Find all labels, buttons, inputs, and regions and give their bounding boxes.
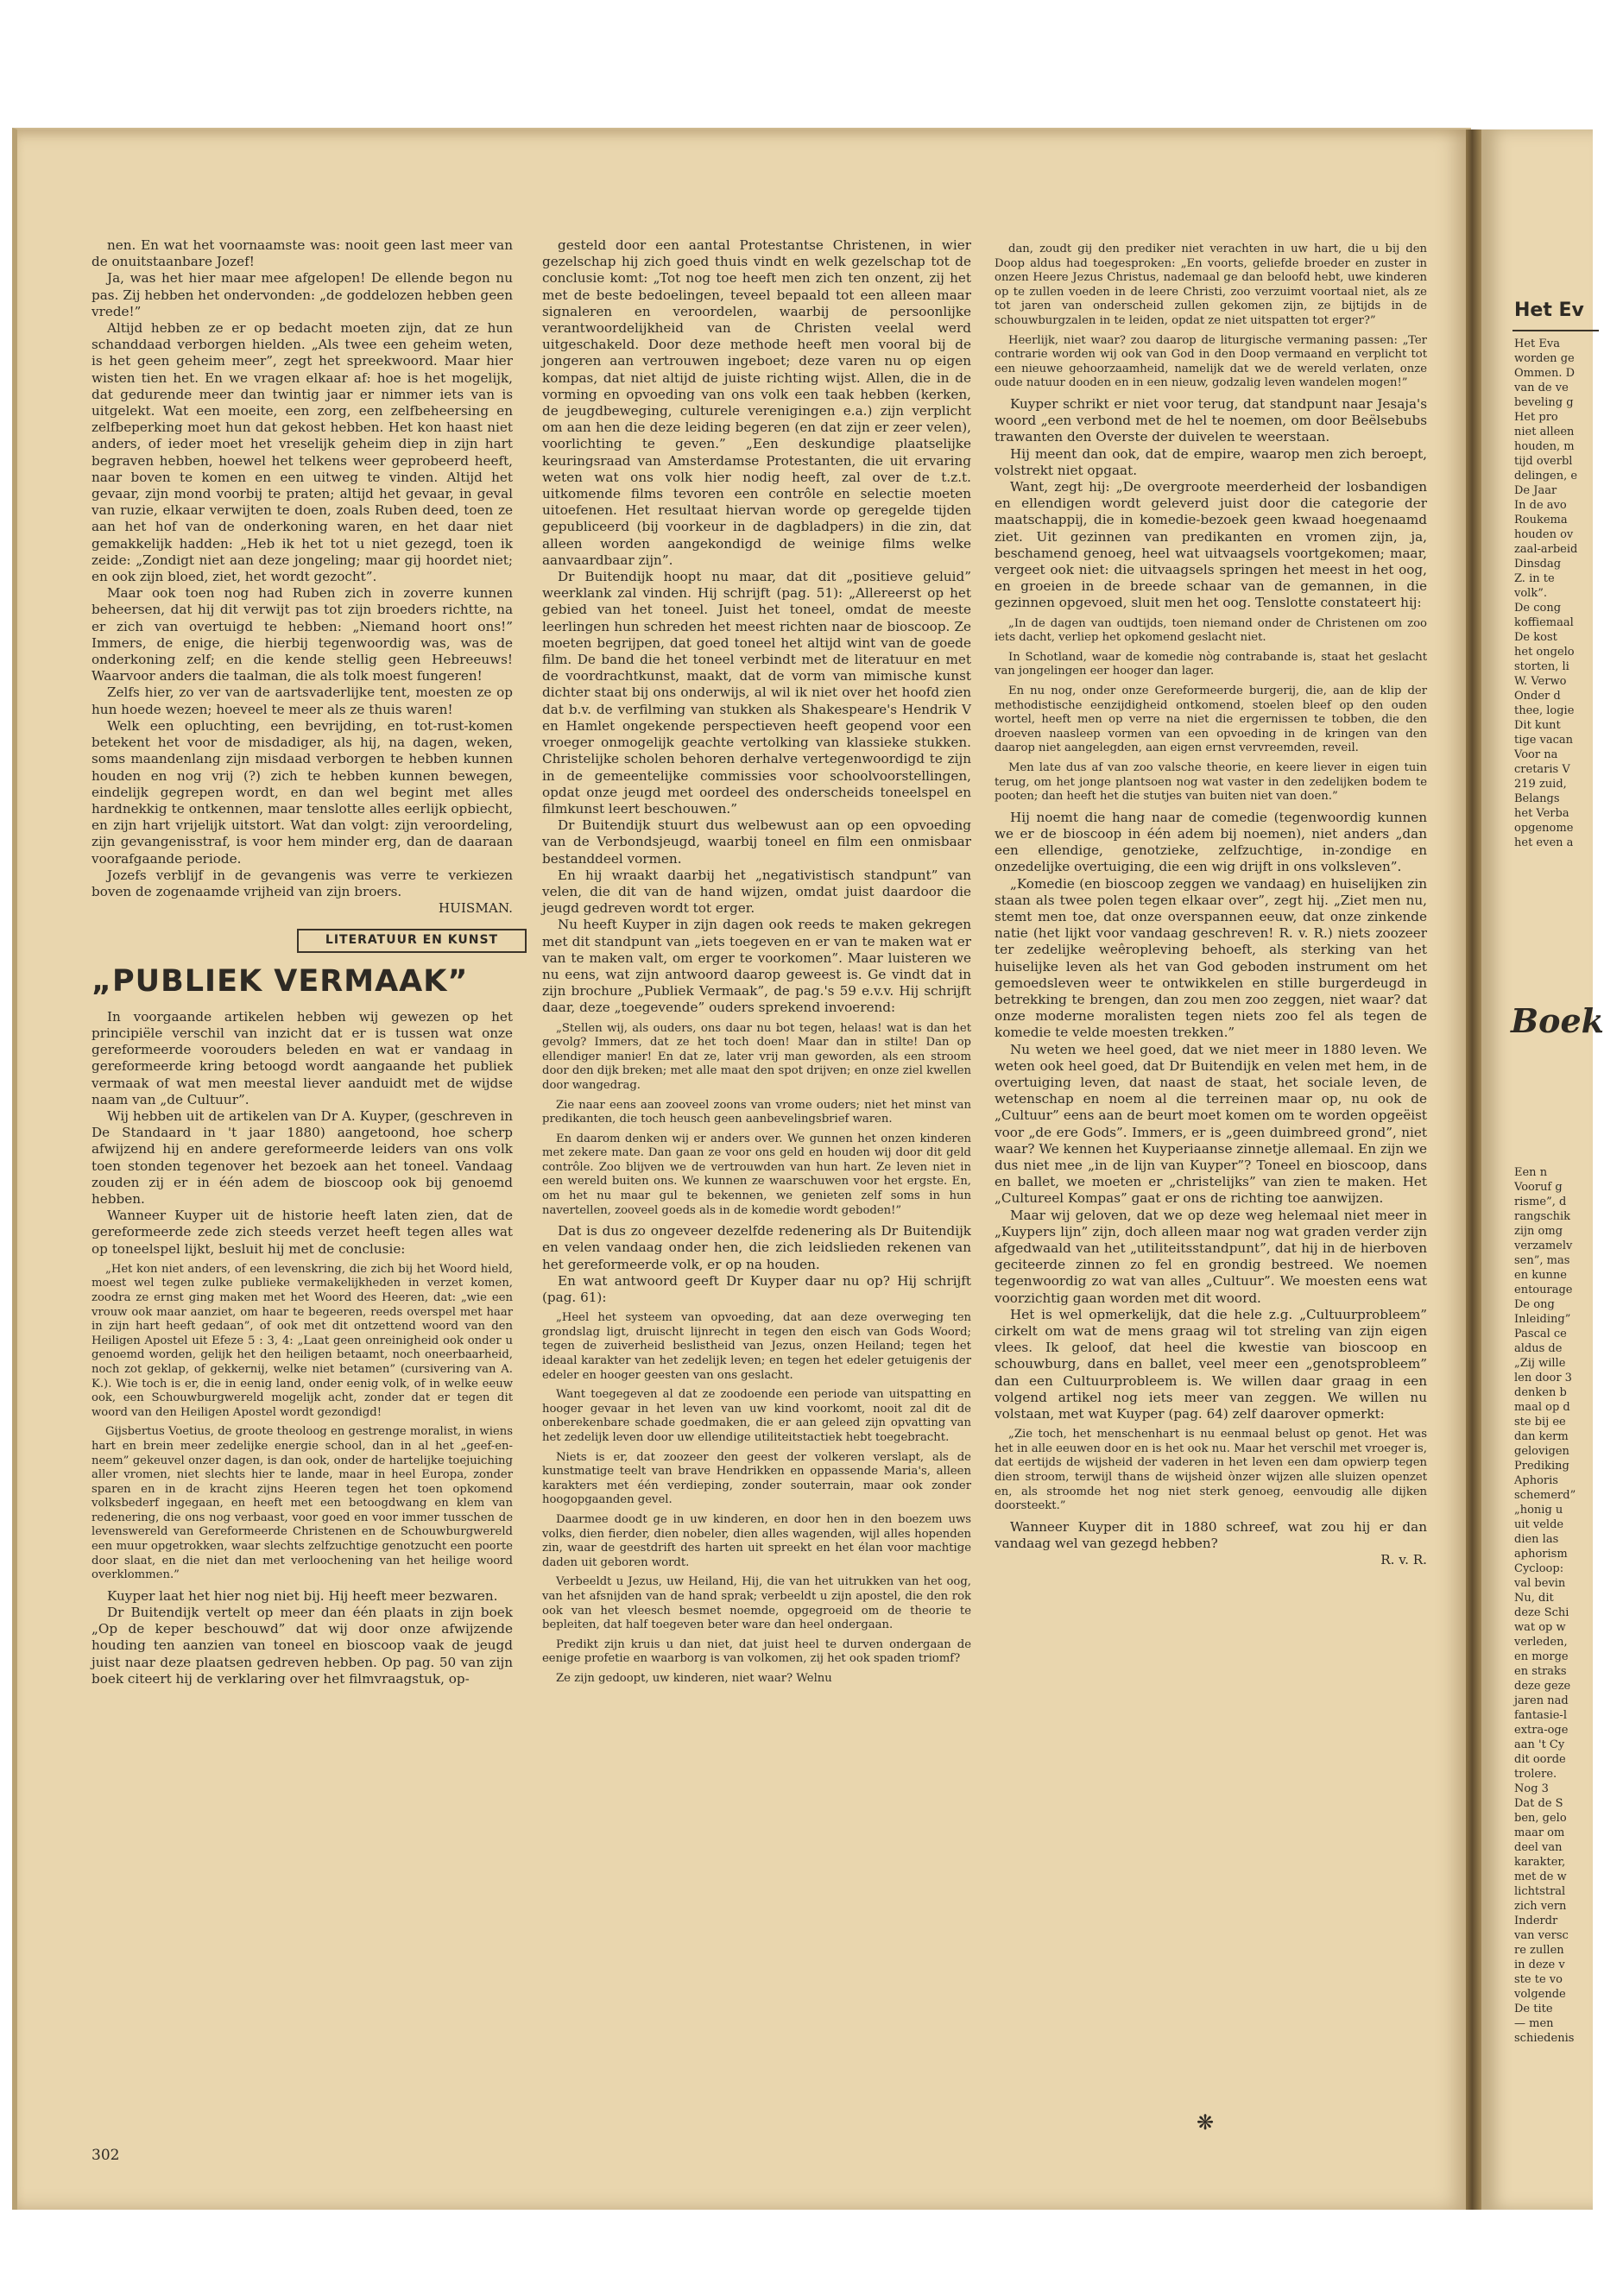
adjacent-line: houden ov bbox=[1514, 528, 1574, 541]
adjacent-line: De cong bbox=[1514, 602, 1562, 615]
quotation: Verbeeldt u Jezus, uw Heiland, Hij, die van het uitrukken van het oog, van het afsnijden van de hand sprak; verbeeldt u zijn apostel, die den rok ook van het vleesch besmet noemde, opgegroeid om de theorie te bepleiten, dat half toegeven beter ware dan heel ondergaan. bbox=[542, 1575, 971, 1632]
quotation: En daarom denken wij er anders over. We gunnen het onzen kinderen met zekere mate. Dan gaan ze voor ons geld en houden wij door dit geld contrôle. Zoo blijven we de vertrouwden van hun hart. Ze leven niet in een wereld buiten ons. We kunnen ze waarschuwen voor het ergste. En, om het nu maar gul te bekennen, we genieten zelf soms in hun navertellen, zooveel goeds als in de komedie wordt geboden!” bbox=[542, 1132, 971, 1217]
adjacent-line: Prediking bbox=[1514, 1460, 1569, 1473]
quotation: „Het kon niet anders, of een levenskring, die zich bij het Woord hield, moest wel tegen zulke publieke vermakelijkheden in verzet komen, zoodra ze ernst ging maken met het Woord des Heeren, dat: „wie een vrouw ook maar aanziet, om haar te begeeren, reeds overspel met haar in zijn hart heeft gedaan”, of ook met dit ontzettend woord van den Heiligen Apostel uit Efeze 5 : 3, 4: „Laat geen onreinigheid ook onder u genoemd worden, gelijk het den heiligen betaamt, noch oneerbaarheid, noch zot geklap, of gekkernij, welke niet betamen” (cursivering van A. K.). Wie toch is er, die in eenig land, onder eenig volk, of in welke eeuw ook, een Schouwburgwereld mogelijk acht, zonder dat er tegen dit woord van den Heiligen Apostel wordt gezondigd! bbox=[92, 1262, 513, 1419]
adjacent-line: aphorism bbox=[1514, 1548, 1568, 1561]
adjacent-line: gelovigen bbox=[1514, 1445, 1569, 1458]
adjacent-line: val bevin bbox=[1514, 1577, 1566, 1590]
adjacent-line: entourage bbox=[1514, 1284, 1573, 1296]
author-signature: HUISMAN. bbox=[438, 900, 513, 917]
quotation: Daarmee doodt ge in uw kinderen, en door hen in den boezem uws volks, dien fierder, dien nobeler, dien alles wagenden, wijl alles hopenden zin, waar de geestdrift des harten uit spreekt en het élan voor machtige daden uit geboren wordt. bbox=[542, 1513, 971, 1569]
adjacent-line: ste bij ee bbox=[1514, 1416, 1566, 1429]
paragraph: Het is wel opmerkelijk, dat die hele z.g. „Cultuurprobleem” cirkelt om wat de mens graag wil tot streling van zijn eigen vlees. Ik geloof, dat heel die kwestie van bioscoop en schouwburg, dans en ballet, veel meer een „genotsprobleem” dan een Cultuurprobleem is. We willen daar graag in een volgend artikel nog iets meer van zeggen. We willen nu volstaan, met wat Kuyper (pag. 64) zelf daarover opmerkt: bbox=[995, 1306, 1427, 1422]
quotation: „Heel het systeem van opvoeding, dat aan deze overweging ten grondslag ligt, druischt lijnrecht in tegen den eisch van Gods Woord; tegen de zuiverheid beslistheid van Jezus, onzen Heiland; tegen het ideaal karakter van het zedelijk leven; en tegen het edeler getuigenis der edeler en hooger geesten van ons geslacht. bbox=[542, 1311, 971, 1382]
paragraph: Zelfs hier, zo ver van de aartsvaderlijke tent, moesten ze op hun hoede wezen; hoeveel te meer als ze thuis waren! bbox=[92, 684, 513, 717]
author-signature-2: R. v. R. bbox=[1380, 1552, 1427, 1568]
adjacent-line: wat op w bbox=[1514, 1621, 1566, 1634]
paragraph: Nu heeft Kuyper in zijn dagen ook reeds te maken gekregen met dit standpunt van „iets toegeven en er van te maken wat er van te maken valt, om erger te voorkomen”. Maar luisteren we nu eens, wat zijn antwoord daarop geweest is. Ge vindt dat in zijn brochure „Publiek Vermaak”, de pag.'s 59 e.v.v. Hij schrijft daar, deze „toegevende” ouders sprekend invoerend: bbox=[542, 917, 971, 1016]
adjacent-line: Ommen. D bbox=[1514, 367, 1576, 380]
adjacent-line: „honig u bbox=[1514, 1504, 1563, 1517]
paragraph: Altijd hebben ze er op bedacht moeten zijn, dat ze hun schanddaad verborgen hielden. „Als twee een geheim weten, is het geen geheim meer”, zegt het spreekwoord. Maar hier wisten tien het. En we vragen elkaar af: hoe is het mogelijk, dat gedurende meer dan twintig jaar er nimmer iets van is uitgelekt. Wat een moeite, een zorg, een zelfbeheersing en zelfbeperking moet hun dat gekost hebben. Het kon haast niet anders, of ieder moet het vreselijk geheim diep in zijn hart begraven hebben, hoewel het telkens weer geprobeerd heeft, naar boven te komen en een uitweg te vinden. Altijd het gevaar, zijn mond voorbij te praten; altijd het gevaar, in geval van ruzie, elkaar verwijten te doen, zoals Ruben deed, toen ze aan het hof van de onderkoning waren, en het daar niet gemakkelijk hadden: „Heb ik het tot u niet gezegd, toen ik zeide: „Zondigt niet aan deze jongeling; maar gij hoordet niet; en ook zijn bloed, ziet, het wordt gezocht”. bbox=[92, 320, 513, 585]
paragraph: Wij hebben uit de artikelen van Dr A. Kuyper, (geschreven in De Standaard in 't jaar 1880) aangetoond, hoe scherp afwijzend hij en andere gereformeerde leiders van ons volk toen stonden tegenover het bezoek aan het toneel. Vandaag zouden zij er in één adem de bioscoop ook bij genoemd hebben. bbox=[92, 1107, 513, 1207]
adjacent-text-2 bbox=[1514, 1165, 1601, 2046]
adjacent-line: Het pro bbox=[1514, 411, 1558, 424]
adjacent-line: maal op d bbox=[1514, 1401, 1570, 1414]
column-3 bbox=[995, 237, 1427, 1568]
adjacent-line: worden ge bbox=[1514, 352, 1575, 365]
adjacent-line: Dinsdag bbox=[1514, 558, 1562, 571]
adjacent-line: trolere. bbox=[1514, 1768, 1557, 1781]
adjacent-line: 219 zuid, bbox=[1514, 778, 1567, 791]
quotation: Want toegegeven al dat ze zoodoende een periode van uitspatting en hooger gevaar in het leven van uw kind voorkomt, nooit zal dit de onberekenbare schade goedmaken, die er aan geleed zijn opvatting van het zedelijk leven door uw ellendige utiliteitstactiek hebt toegebracht. bbox=[542, 1388, 971, 1445]
adjacent-line: extra-oge bbox=[1514, 1724, 1569, 1737]
paragraph: Dr Buitendijk vertelt op meer dan één plaats in zijn boek „Op de keper beschouwd” dat wij door onze afwijzende houding ten aanzien van toneel en bioscoop vaak de jeugd juist naar deze plaatsen gedreven hebben. Op pag. 50 van zijn boek citeert hij de verklaring over het filmvraagstuk, op- bbox=[92, 1605, 513, 1687]
adjacent-line: rangschik bbox=[1514, 1210, 1571, 1223]
quotation: Men late dus af van zoo valsche theorie, en keere liever in eigen tuin terug, om het jonge plantsoen nog wat vaster in den zedelijken bodem te pooten; dan heeft het die stutjes van buiten niet van doen.” bbox=[995, 760, 1427, 804]
paragraph: „Komedie (en bioscoop zeggen we vandaag) en huiselijken zin staan als twee polen tegen elkaar over”, zegt hij. „Ziet men nu, stemt men toe, dat onze overspannen eeuw, dat onze zinkende natie (het lijkt voor vandaag geschreven! R. v. R.) niets zoozeer ter zedelijke weêropleving behoeft, als sterking van het huiselijke leven als het van God geboden instrument om het gemoedsleven weer te ontwikkelen en stille burgerdeugd in betrekking te brengen, dan zou men zoo zeggen, niet waar? dat onze moderne moralisten tegen niets zoo fel als tegen de komedie te velde moesten trekken.” bbox=[995, 875, 1427, 1041]
quotation: „In de dagen van oudtijds, toen niemand onder de Christenen om zoo iets dacht, verliep het opkomend geslacht niet. bbox=[995, 616, 1427, 645]
adjacent-line: schiedenis bbox=[1514, 2032, 1575, 2045]
paragraph: Ja, was het hier maar mee afgelopen! De ellende begon nu pas. Zij hebben het ondervonden: „de goddelozen hebben geen vrede!” bbox=[92, 270, 513, 319]
adjacent-section-heading: Boek bbox=[1511, 1001, 1604, 1040]
adjacent-line: karakter, bbox=[1514, 1856, 1566, 1869]
adjacent-line: Roukema bbox=[1514, 514, 1568, 527]
paragraph: nen. En wat het voornaamste was: nooit geen last meer van de onuitstaanbare Jozef! bbox=[92, 237, 513, 270]
adjacent-heading-rule bbox=[1512, 330, 1599, 331]
adjacent-line: Inderdr bbox=[1514, 1914, 1558, 1927]
adjacent-line: cretaris V bbox=[1514, 763, 1570, 776]
adjacent-line: Een n bbox=[1514, 1166, 1548, 1179]
adjacent-line: „Zij wille bbox=[1514, 1357, 1566, 1370]
quotation: dan, zoudt gij den prediker niet verachten in uw hart, die u bij den Doop aldus had toegesproken: „En voorts, geliefde broeder en zuster in onzen Heere Jezus Christus, nademaal ge dan beloofd hebt, uwe kinderen op te zullen voeden in de leere Christi, zoo verzuimt voortaal niet, als ze tot jaren van onderscheid zullen gekomen zijn, ze bijtijds in de schouwburgzalen in te leiden, opdat ze niet uitspatten tot erger?” bbox=[995, 243, 1427, 327]
binding-gutter bbox=[1466, 129, 1481, 2210]
adjacent-line: het ongelo bbox=[1514, 646, 1575, 659]
adjacent-line: volgende bbox=[1514, 1988, 1566, 2001]
adjacent-line: van de ve bbox=[1514, 382, 1569, 394]
section-rubric: LITERATUUR EN KUNST bbox=[297, 929, 527, 952]
adjacent-line: Cycloop: bbox=[1514, 1562, 1564, 1575]
adjacent-line: houden, m bbox=[1514, 440, 1575, 453]
adjacent-line: re zullen bbox=[1514, 1944, 1564, 1957]
paragraph: Dat is dus zo ongeveer dezelfde redenering als Dr Buitendijk en velen vandaag onder hen, die zich leidslieden rekenen van het gereformeerde volk, er op na houden. bbox=[542, 1223, 971, 1272]
adjacent-line: en morge bbox=[1514, 1650, 1569, 1663]
adjacent-line: De tite bbox=[1514, 2003, 1553, 2015]
adjacent-line: Belangs bbox=[1514, 792, 1560, 805]
adjacent-line: deze Schi bbox=[1514, 1606, 1569, 1619]
quotation: In Schotland, waar de komedie nòg contrabande is, staat het geslacht van jongelingen eer hooger dan lager. bbox=[995, 650, 1427, 678]
adjacent-line: van versc bbox=[1514, 1929, 1569, 1942]
adjacent-line: en kunne bbox=[1514, 1269, 1567, 1282]
adjacent-line: thee, logie bbox=[1514, 704, 1575, 717]
adjacent-line: verleden, bbox=[1514, 1636, 1568, 1649]
quotation: Predikt zijn kruis u dan niet, dat juist heel te durven ondergaan de eenige profetie en waarborg is van volkomen, zij het ook spaden triomf? bbox=[542, 1637, 971, 1666]
paragraph: Nu weten we heel goed, dat we niet meer in 1880 leven. We weten ook heel goed, dat Dr Buitendijk en velen met hem, in de overtuiging leven, dat naast de staat, het sociale leven, de wetenschap en noem al die terreinen maar op, nu ook de „Cultuur” eens aan de beurt moet komen om te worden opgeëist voor „de ere Gods”. Immers, er is „geen duimbreed grond”, niet waar? We kennen het Kuyperiaanse zinnetje allemaal. En zijn we dus niet mee „in de lijn van Kuyper”? Toneel en bioscoop, dans en ballet, we moeten er „christelijks” van zien te maken. Het „Cultureel Kompas” gaat er ons de richting toe aanwijzen. bbox=[995, 1041, 1427, 1207]
adjacent-line: het even a bbox=[1514, 836, 1574, 849]
paragraph: Want, zegt hij: „De overgroote meerderheid der losbandigen en ellendigen wordt geleverd juist door die categorie der maatschappij, die in komedie-bezoek geen kwaad hoegenaamd ziet. Uit gezinnen van predikanten en vromen zijn, ja, beschamend genoeg, heel wat uitvaagsels voortgekomen; maar, vergeet ook niet: die uitvaagsels springen het meest in het oog, en groeien in de breede schaar van de gemannen, in die gezinnen opgevoed, sluit men het oog. Tenslotte constateert hij: bbox=[995, 478, 1427, 611]
adjacent-line: koffiemaal bbox=[1514, 616, 1574, 629]
paragraph: Jozefs verblijf in de gevangenis was verre te verkiezen boven de zogenaamde vrijheid van zijn broers. bbox=[92, 867, 513, 899]
quotation: Gijsbertus Voetius, de groote theoloog en gestrenge moralist, in wiens hart en brein meer zedelijke energie school, dan in al het „geef-en-neem” gekeuvel onzer dagen, is dan ook, onder de hartelijke toejuiching aller vromen, niet slechts hier te lande, maar in heel Europa, zonder sparen en in de kracht zijns Heeren tegen het toen opkomend volksbederf ingegaan, en heeft met een betoogdwang en klem van redenering, die ons nog verbaast, voor goed en voor immer tusschen de levenswereld van Gereformeerde Christenen en de Schouwburgwereld een muur opgetrokken, waar slechts zelfzuchtige genotzucht een poorte door slaat, en die niet dan met verloochening van het heilige woord overklommen.” bbox=[92, 1425, 513, 1582]
quotation: Zie naar eens aan zooveel zoons van vrome ouders; niet het minst van predikanten, die toch heusch geen aanbevelingsbrief waren. bbox=[542, 1098, 971, 1126]
adjacent-line: fantasie-l bbox=[1514, 1709, 1567, 1722]
quotation: En nu nog, onder onze Gereformeerde burgerij, die, aan de klip der methodistische eenzijdigheid ontkomend, stoelen bleef op den ouden wortel, heeft men op verre na niet die ergernissen te tobben, die den droeven naasleep vormen van een opvoeding in de kringen van den daarop niet aangelegden, aan eigen ernst vervreemden, reveil. bbox=[995, 684, 1427, 755]
adjacent-page bbox=[1481, 129, 1604, 2210]
adjacent-page-heading: Het Ev bbox=[1514, 300, 1584, 321]
paragraph: Kuyper laat het hier nog niet bij. Hij heeft meer bezwaren. bbox=[107, 1587, 498, 1604]
adjacent-line: Het Eva bbox=[1514, 337, 1560, 350]
adjacent-line: W. Verwo bbox=[1514, 675, 1567, 688]
page-number: 302 bbox=[92, 2147, 120, 2164]
paragraph: Maar ook toen nog had Ruben zich in zoverre kunnen beheersen, dat hij dit verwijt pas tot zijn broeders richtte, na er zich van overtuigd te hebben: „Niemand hoort ons!” Immers, de enige, die hierbij tegenwoordig was, was de onderkoning zelf; en die kende stellig geen Hebreeuws! Waarvoor anders die taalman, die als tolk moest fungeren! bbox=[92, 585, 513, 684]
quotation: „Stellen wij, als ouders, ons daar nu bot tegen, helaas! wat is dan het gevolg? Immers, dat ze het toch doen! Maar dan in stilte! Dan op ellendiger manier! En dat ze, later vrij man geworden, als een stroom door den dijk breken; met alle maat den spot drijven; en onze ziel kwellen door wangedrag. bbox=[542, 1021, 971, 1092]
adjacent-line: dit oorde bbox=[1514, 1753, 1566, 1766]
adjacent-line: ste te vo bbox=[1514, 1973, 1563, 1986]
adjacent-line: deze geze bbox=[1514, 1680, 1571, 1693]
adjacent-line: verzamelv bbox=[1514, 1239, 1573, 1252]
paragraph: Wanneer Kuyper dit in 1880 schreef, wat zou hij er dan vandaag wel van gezegd hebben? bbox=[995, 1518, 1427, 1551]
adjacent-line: Nu, dit bbox=[1514, 1592, 1554, 1605]
adjacent-line: aan 't Cy bbox=[1514, 1738, 1565, 1751]
adjacent-line: storten, li bbox=[1514, 660, 1569, 673]
adjacent-line: het Verba bbox=[1514, 807, 1569, 820]
paragraph: Dr Buitendijk hoopt nu maar, dat dit „positieve geluid” weerklank zal vinden. Hij schrijft (pag. 51): „Allereerst op het gebied van het toneel. Juist het toneel, omdat de meeste leerlingen hun schreden het meest richten naar de bioscoop. Ze moeten begrijpen, dat goed toneel het altijd wint van de goede film. De band die het toneel verbindt met de literatuur en met de voordrachtkunst, maakt, dat de vorm van mimische kunst dichter staat bij ons onderwijs, al wil ik niet over het hoofd zien dat b.v. de verfilming van stukken als Shakespeare's Hendrik V en Hamlet ongekende perspectieven heeft geopend voor een vroeger onmogelijk geachte vertolking van klassieke stukken. Christelijke scholen behoren derhalve vertegenwoordigd te zijn in de gemeentelijke commissies voor schoolvoorstellingen, opdat onze jeugd met oordeel des onderscheids toneelspel en filmkunst leert beschouwen.” bbox=[542, 569, 971, 817]
adjacent-line: Nog 3 bbox=[1514, 1782, 1549, 1795]
adjacent-line: Z. in te bbox=[1514, 572, 1555, 585]
adjacent-line: sen”, mas bbox=[1514, 1254, 1570, 1267]
adjacent-line: Voor na bbox=[1514, 748, 1558, 761]
article-headline: „PUBLIEK VERMAAK” bbox=[92, 963, 469, 999]
paragraph: En hij wraakt daarbij het „negativistisch standpunt” van velen, die dit van de hand wijzen, omdat juist daardoor die jeugd gedreven wordt tot erger. bbox=[542, 867, 971, 917]
adjacent-line: maar om bbox=[1514, 1826, 1565, 1839]
adjacent-line: zich vern bbox=[1514, 1900, 1567, 1913]
adjacent-line: deel van bbox=[1514, 1841, 1563, 1854]
adjacent-line: uit velde bbox=[1514, 1518, 1564, 1531]
adjacent-line: schemerd” bbox=[1514, 1489, 1576, 1502]
adjacent-line: denken b bbox=[1514, 1386, 1567, 1399]
paragraph: Dr Buitendijk stuurt dus welbewust aan op een opvoeding van de Verbondsjeugd, waarbij toneel en film een onmisbaar bestanddeel vormen. bbox=[542, 817, 971, 867]
adjacent-line: In de avo bbox=[1514, 499, 1567, 512]
adjacent-line: risme”, d bbox=[1514, 1195, 1567, 1208]
adjacent-line: Onder d bbox=[1514, 690, 1561, 703]
adjacent-line: tijd overbl bbox=[1514, 455, 1573, 468]
paragraph: Hij noemt die hang naar de comedie (tegenwoordig kunnen we er de bioscoop in één adem bij noemen), niet anders „dan een ellendige, genotzieke, zelfzuchtige, in-zondige en onzedelijke overtuiging, die een wig drijft in ons volksleven”. bbox=[995, 809, 1427, 875]
ornament-icon: ❋ bbox=[1197, 2110, 1215, 2135]
paragraph: gesteld door een aantal Protestantse Christenen, in wier gezelschap hij zich goed thuis vindt en welk gezelschap tot de conclusie komt: „Tot nog toe heeft men zich ten onzent, zij het met de beste bedoelingen, teveel bepaald tot een alleen maar signaleren en veroordelen, waarbij de persoonlijke verantwoordelijkheid van de Christen veelal werd uitgeschakeld. Door deze methode heeft men vooral bij de jongeren aan vertrouwen ingeboet; deze varen nu op eigen kompas, dat niet altijd de juiste richting wijst. Allen, die in de vorming en opvoeding van ons volk een taak hebben (kerken, de jeugdbeweging, culturele verenigingen e.a.) zijn verplicht om aan hen die deze leiding begeren (en dat zijn er zeer velen), voorlichting te geven.” „Een deskundige plaatselijke keuringsraad van Amsterdamse Protestanten, die uit ervaring weten wat ons volk hier nodig heeft, zal over de t.z.t. uitkomende films tevoren een contrôle en selectie moeten uitoefenen. Het resultaat hiervan worde op geregelde tijden gepubliceerd (bij voorkeur in de dagbladpers) in die zin, dat alleen worden aangekondigd de weinige films welke aanvaardbaar zijn”. bbox=[542, 237, 971, 568]
adjacent-line: opgenome bbox=[1514, 822, 1574, 835]
adjacent-line: De Jaar bbox=[1514, 484, 1557, 497]
quotation: „Zie toch, het menschenhart is nu eenmaal belust op genot. Het was het in alle eeuwen door en is het ook nu. Maar het verschil met vroeger is, dat eertijds de wijsheid der vaderen in het leven een dam opwierp tegen dien stroom, terwijl thans de wijsheid ònzer wijzen alle sluizen openzet en, als stroomde het nog niet sterk genoeg, eenvoudig alle dijken doorsteekt.” bbox=[995, 1428, 1427, 1513]
adjacent-line: zaal-arbeid bbox=[1514, 543, 1578, 556]
adjacent-line: De ong bbox=[1514, 1298, 1555, 1311]
adjacent-line: dien las bbox=[1514, 1533, 1559, 1546]
paragraph: Welk een opluchting, een bevrijding, en tot-rust-komen betekent het voor de misdadiger, als hij, na dagen, weken, soms maandenlang zijn misdaad verborgen te hebben kunnen houden en nog vrij (?) zich te hebben kunnen bewegen, eindelijk gegrepen wordt, en dan wel begint met alles hardnekkig te ontkennen, maar tenslotte alles eerlijk opbiecht, en zijn hart vrijelijk uitstort. Wat dan volgt: zijn veroordeling, zijn gevangenisstraf, is voor hem minder erg, dan de daaraan voorafgaande periode. bbox=[92, 717, 513, 867]
adjacent-line: Dit kunt bbox=[1514, 719, 1561, 732]
column-1 bbox=[92, 237, 513, 1687]
paragraph: Wanneer Kuyper uit de historie heeft laten zien, dat de gereformeerde zede zich steeds verzet heeft tegen alles wat op toneelspel lijkt, besluit hij met de conclusie: bbox=[92, 1208, 513, 1257]
adjacent-line: — men bbox=[1514, 2017, 1554, 2030]
quotation: Ze zijn gedoopt, uw kinderen, niet waar? Welnu bbox=[556, 1671, 832, 1685]
adjacent-line: Vooruf g bbox=[1514, 1181, 1563, 1194]
adjacent-line: Aphoris bbox=[1514, 1474, 1558, 1487]
column-2 bbox=[542, 237, 971, 1692]
adjacent-line: dan kerm bbox=[1514, 1430, 1569, 1443]
quotation: Heerlijk, niet waar? zou daarop de liturgische vermaning passen: „Ter contrarie worden wij ook van God in den Doop vermaand en verplicht tot een nieuwe gehoorzaamheid, namelijk dat we de wereld verlaten, onze oude natuur dooden en in een nieuw, godzalig leven wandelen mogen!” bbox=[995, 333, 1427, 390]
adjacent-line: zijn omg bbox=[1514, 1225, 1563, 1238]
adjacent-line: ben, gelo bbox=[1514, 1812, 1567, 1825]
adjacent-line: Pascal ce bbox=[1514, 1328, 1567, 1340]
paragraph: Hij meent dan ook, dat de empire, waarop men zich beroept, volstrekt niet opgaat. bbox=[995, 445, 1427, 478]
adjacent-line: tige vacan bbox=[1514, 734, 1574, 747]
adjacent-line: len door 3 bbox=[1514, 1372, 1572, 1385]
paragraph: Maar wij geloven, dat we op deze weg helemaal niet meer in „Kuypers lijn” zijn, doch alleen maar nog wat graden verder zijn afgedwaald van het „utiliteitsstandpunt”, dat hij in de hierboven geciteerde zinnen zo fel en grondig bestreed. We noemen tegenwoordig zo wat van alles „Cultuur”. We moesten eens wat voorzichtig gaan worden met dit woord. bbox=[995, 1207, 1427, 1306]
paragraph: En wat antwoord geeft Dr Kuyper daar nu op? Hij schrijft (pag. 61): bbox=[542, 1272, 971, 1306]
adjacent-line: De kost bbox=[1514, 631, 1557, 644]
adjacent-line: in deze v bbox=[1514, 1959, 1565, 1971]
adjacent-line: jaren nad bbox=[1514, 1694, 1569, 1707]
adjacent-line: Inleiding” bbox=[1514, 1313, 1571, 1326]
adjacent-line: delingen, e bbox=[1514, 470, 1578, 483]
adjacent-line: beveling g bbox=[1514, 396, 1574, 409]
adjacent-line: aldus de bbox=[1514, 1342, 1563, 1355]
adjacent-line: Dat de S bbox=[1514, 1797, 1563, 1810]
adjacent-line: niet alleen bbox=[1514, 426, 1575, 438]
adjacent-line: volk”. bbox=[1514, 587, 1547, 600]
adjacent-line: met de w bbox=[1514, 1870, 1567, 1883]
adjacent-line: lichtstral bbox=[1514, 1885, 1566, 1898]
adjacent-line: en straks bbox=[1514, 1665, 1567, 1678]
adjacent-text-1 bbox=[1514, 337, 1601, 850]
paragraph: In voorgaande artikelen hebben wij gewezen op het principiële verschil van inzicht dat er is tussen wat onze gereformeerde voorouders beleden en wat er vandaag in gereformeerde kring betoogd wordt aangaande het publiek vermaak of wat men meestal liever aanduidt met de wijdse naam van „de Cultuur”. bbox=[92, 1008, 513, 1107]
quotation: Niets is er, dat zoozeer den geest der volkeren verslapt, als de kunstmatige teelt van brave Hendrikken en oppassende Maria's, alleen karakters met één verdieping, zonder souterrain, maar ook zonder hoogopgaanden gevel. bbox=[542, 1450, 971, 1507]
paragraph: Kuyper schrikt er niet voor terug, dat standpunt naar Jesaja's woord „een verbond met de hel te noemen, om door Beëlsebubs trawanten den Overste der duivelen te weerstaan. bbox=[995, 395, 1427, 445]
